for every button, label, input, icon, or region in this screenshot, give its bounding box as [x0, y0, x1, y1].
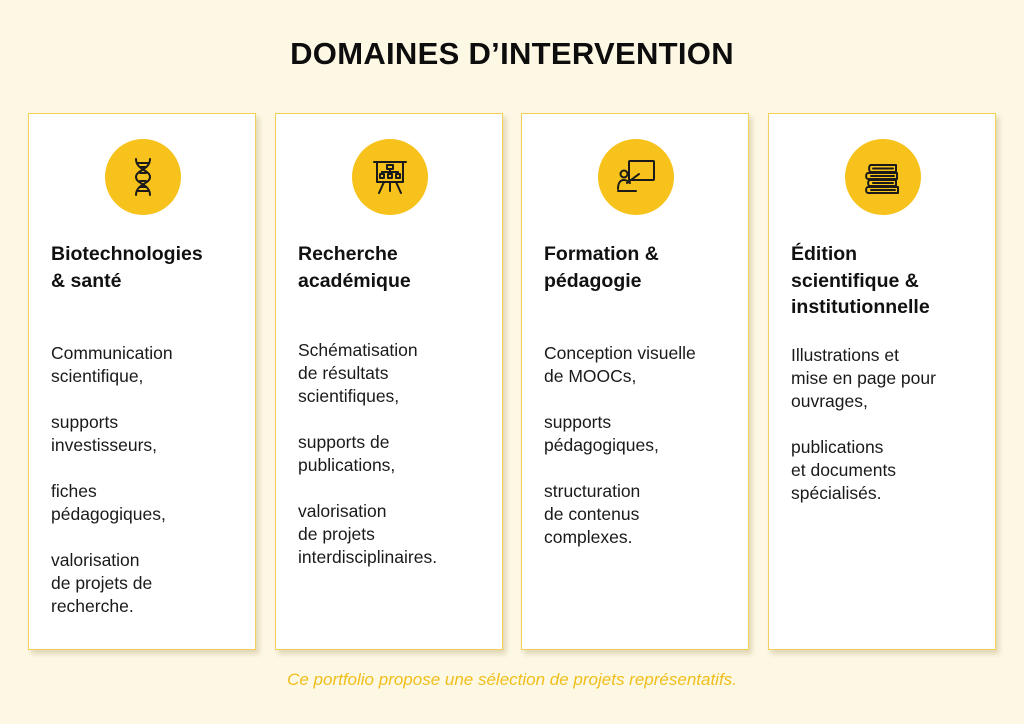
books-icon: [845, 139, 921, 215]
card-title: Formation & pédagogie: [544, 243, 659, 292]
card-description: [298, 339, 498, 569]
description-item: Illustrations et mise en page pour ouvrages,: [791, 345, 936, 411]
description-item: Communication scientifique,: [51, 343, 173, 386]
description-item: fiches pédagogiques,: [51, 481, 166, 524]
description-item: supports pédagogiques,: [544, 412, 659, 455]
card-title: Édition scientifique & institutionnelle: [791, 243, 930, 318]
footer-note: Ce portfolio propose une sélection de projets représentatifs.: [287, 670, 737, 689]
description-item: supports de publications,: [298, 432, 396, 475]
card-description: [51, 342, 251, 618]
description-item: structuration de contenus complexes.: [544, 481, 641, 547]
description-item: Schématisation de résultats scientifiques,: [298, 340, 418, 406]
domain-card-training: [521, 113, 749, 650]
card-title: Recherche académique: [298, 243, 411, 292]
description-item: valorisation de projets de recherche.: [51, 550, 153, 616]
description-item: Conception visuelle de MOOCs,: [544, 343, 696, 386]
teacher-board-icon: [598, 139, 674, 215]
card-description: [544, 342, 744, 549]
card-title: Biotechnologies & santé: [51, 243, 203, 292]
description-item: publications et documents spécialisés.: [791, 437, 897, 503]
description-item: supports investisseurs,: [51, 412, 158, 455]
domain-card-research: [275, 113, 503, 650]
dna-icon: [105, 139, 181, 215]
card-description: [791, 344, 991, 505]
description-item: valorisation de projets interdisciplinaires.: [298, 501, 438, 567]
domain-card-publishing: [768, 113, 996, 650]
page-title: DOMAINES D’INTERVENTION: [290, 36, 734, 71]
presentation-chart-icon: [352, 139, 428, 215]
domain-card-biotech: [28, 113, 256, 650]
